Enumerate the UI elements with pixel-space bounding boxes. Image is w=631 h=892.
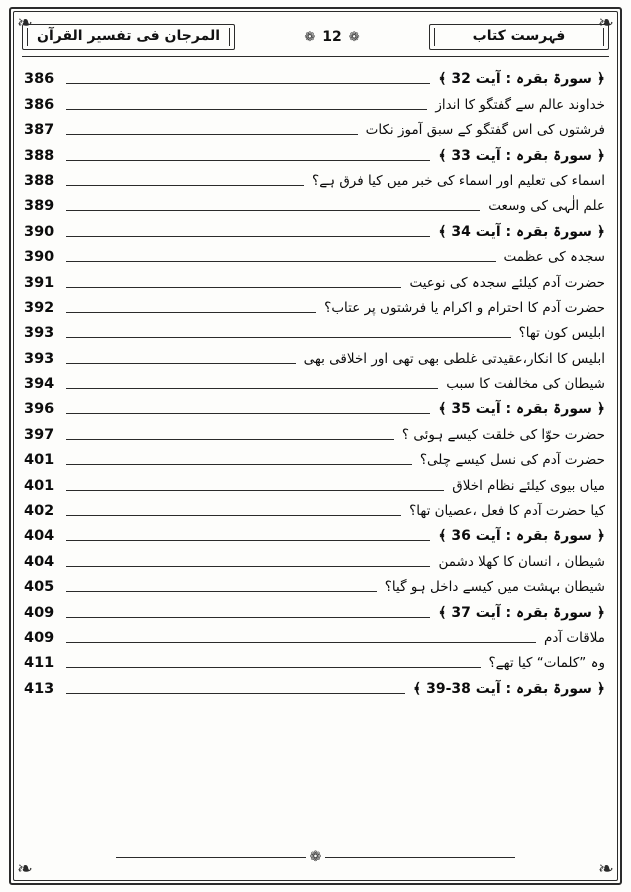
toc-page-number: 409 [24, 629, 55, 646]
footer-rule-right [116, 857, 306, 858]
toc-section-row[interactable] [24, 597, 607, 622]
table-of-contents [24, 64, 607, 699]
toc-entry-row[interactable] [24, 318, 607, 343]
toc-entry-title: شیطان بہشت میں کیسے داخل ہو گیا؟ [384, 579, 605, 596]
page-number-group [304, 29, 359, 45]
toc-page-number: 404 [24, 528, 55, 545]
toc-entry-title: ﴿ سورۃ بقرہ : آیت 35 ﴾ [438, 401, 605, 418]
toc-page-number: 413 [24, 680, 55, 697]
toc-page-number: 388 [24, 147, 55, 164]
page-number: 12 [322, 29, 342, 45]
toc-entry-title: فرشتوں کی اس گفتگو کے سبق آموز نکات [365, 122, 605, 139]
toc-leader-line [66, 133, 358, 135]
toc-section-row[interactable] [24, 521, 607, 546]
toc-entry-title: ﴿ سورۃ بقرہ : آیت 34 ﴾ [438, 223, 605, 240]
toc-entry-title: شیطان ، انسان کا کھلا دشمن [438, 553, 605, 570]
toc-page-number: 386 [24, 71, 55, 88]
toc-entry-row[interactable] [24, 623, 607, 648]
toc-entry-row[interactable] [24, 242, 607, 267]
toc-leader-line [66, 666, 481, 668]
toc-page-number: 411 [24, 655, 55, 672]
toc-entry-title: سجدہ کی عظمت [503, 249, 605, 266]
toc-entry-row[interactable] [24, 191, 607, 216]
header-title-left: المرجان فی تفسیر القرآن [22, 24, 235, 50]
toc-leader-line [66, 463, 412, 465]
toc-page-number: 390 [24, 249, 55, 266]
toc-entry-row[interactable] [24, 89, 607, 114]
toc-entry-title: ﴿ سورۃ بقرہ : آیت 38-39 ﴾ [413, 680, 605, 697]
toc-page-number: 387 [24, 122, 55, 139]
corner-ornament-icon: ❧ [598, 12, 614, 34]
toc-entry-row[interactable] [24, 267, 607, 292]
toc-leader-line [66, 412, 430, 414]
toc-page-number: 401 [24, 477, 55, 494]
toc-entry-row[interactable] [24, 369, 607, 394]
toc-entry-title: حضرت آدم کا احترام و اکرام یا فرشتوں پر عتاب؟ [324, 299, 605, 316]
toc-page-number: 394 [24, 376, 55, 393]
toc-section-row[interactable] [24, 140, 607, 165]
toc-leader-line [66, 590, 377, 592]
toc-section-row[interactable] [24, 394, 607, 419]
toc-page-number: 397 [24, 426, 55, 443]
toc-page-number: 402 [24, 503, 55, 520]
toc-entry-row[interactable] [24, 115, 607, 140]
toc-page-number: 401 [24, 452, 55, 469]
header-title-right: فہرست کتاب [429, 24, 609, 50]
toc-entry-title: خداوند عالم سے گفتگو کا انداز [435, 96, 605, 113]
toc-entry-title: حضرت آدم کی نسل کیسے چلی؟ [419, 452, 605, 469]
ornament-icon: ❁ [304, 29, 316, 45]
toc-page-number: 391 [24, 274, 55, 291]
toc-entry-title: وہ ”کلمات“ کیا تھے؟ [488, 655, 605, 672]
toc-page-number: 404 [24, 553, 55, 570]
toc-entry-title: ﴿ سورۃ بقرہ : آیت 37 ﴾ [438, 604, 605, 621]
toc-page-number: 393 [24, 350, 55, 367]
toc-entry-title: اسماء کی تعلیم اور اسماء کی خبر میں کیا فرق ہے؟ [312, 172, 605, 189]
toc-entry-title: ﴿ سورۃ بقرہ : آیت 33 ﴾ [438, 147, 605, 164]
corner-ornament-icon: ❧ [17, 12, 33, 34]
footer-rule-left [325, 857, 515, 858]
corner-ornament-icon: ❧ [598, 858, 614, 880]
toc-page-number: 392 [24, 299, 55, 316]
toc-leader-line [66, 616, 430, 618]
toc-leader-line [66, 438, 394, 440]
toc-entry-title: ملاقات آدم [544, 629, 605, 646]
toc-entry-title: علم الٰہی کی وسعت [488, 198, 605, 215]
header-divider [22, 56, 609, 57]
toc-leader-line [66, 565, 430, 567]
toc-leader-line [66, 641, 536, 643]
toc-entry-row[interactable] [24, 343, 607, 368]
toc-entry-row[interactable] [24, 648, 607, 673]
footer-ornament [22, 846, 609, 868]
toc-page-number: 390 [24, 223, 55, 240]
toc-page-number: 386 [24, 96, 55, 113]
toc-leader-line [66, 514, 401, 516]
toc-page-number: 396 [24, 401, 55, 418]
corner-ornament-icon: ❧ [17, 858, 33, 880]
toc-leader-line [66, 159, 430, 161]
page-header [22, 20, 609, 54]
toc-leader-line [66, 260, 496, 262]
toc-entry-title: حضرت حوّا کی خلقت کیسے ہوئی ؟ [401, 426, 605, 443]
toc-entry-title: شیطان کی مخالفت کا سبب [446, 376, 605, 393]
toc-entry-row[interactable] [24, 546, 607, 571]
toc-section-row[interactable] [24, 64, 607, 89]
ornament-icon: ❁ [348, 29, 360, 45]
toc-leader-line [66, 387, 438, 389]
toc-page-number: 389 [24, 198, 55, 215]
toc-leader-line [66, 539, 430, 541]
toc-page-number: 405 [24, 579, 55, 596]
toc-entry-title: حضرت آدم کیلئے سجدہ کی نوعیت [409, 274, 605, 291]
toc-page-number: 393 [24, 325, 55, 342]
toc-leader-line [66, 108, 427, 110]
toc-entry-row[interactable] [24, 445, 607, 470]
toc-leader-line [66, 209, 480, 211]
toc-section-row[interactable] [24, 673, 607, 698]
toc-page-number: 388 [24, 172, 55, 189]
toc-entry-title: ابلیس کون تھا؟ [518, 325, 605, 342]
toc-entry-title: ﴿ سورۃ بقرہ : آیت 36 ﴾ [438, 528, 605, 545]
toc-leader-line [66, 336, 511, 338]
toc-entry-row[interactable] [24, 166, 607, 191]
toc-leader-line [66, 82, 430, 84]
toc-leader-line [66, 362, 296, 364]
toc-leader-line [66, 235, 430, 237]
toc-entry-title: کیا حضرت آدم کا فعل ،عصیان تھا؟ [409, 503, 605, 520]
toc-leader-line [66, 184, 304, 186]
toc-section-row[interactable] [24, 216, 607, 241]
toc-entry-title: ابلیس کا انکار،عقیدتی غلطی بھی تھی اور اخلاقی بھی [303, 350, 605, 367]
toc-entry-row[interactable] [24, 293, 607, 318]
toc-entry-title: میاں بیوی کیلئے نظام اخلاق [452, 477, 605, 494]
ornament-icon: ❁ [309, 849, 322, 865]
toc-entry-row[interactable] [24, 496, 607, 521]
toc-leader-line [66, 489, 444, 491]
toc-entry-row[interactable] [24, 572, 607, 597]
toc-entry-row[interactable] [24, 419, 607, 444]
toc-entry-title: ﴿ سورۃ بقرہ : آیت 32 ﴾ [438, 71, 605, 88]
toc-entry-row[interactable] [24, 470, 607, 495]
toc-leader-line [66, 311, 316, 313]
toc-leader-line [66, 692, 405, 694]
toc-leader-line [66, 286, 401, 288]
toc-page-number: 409 [24, 604, 55, 621]
